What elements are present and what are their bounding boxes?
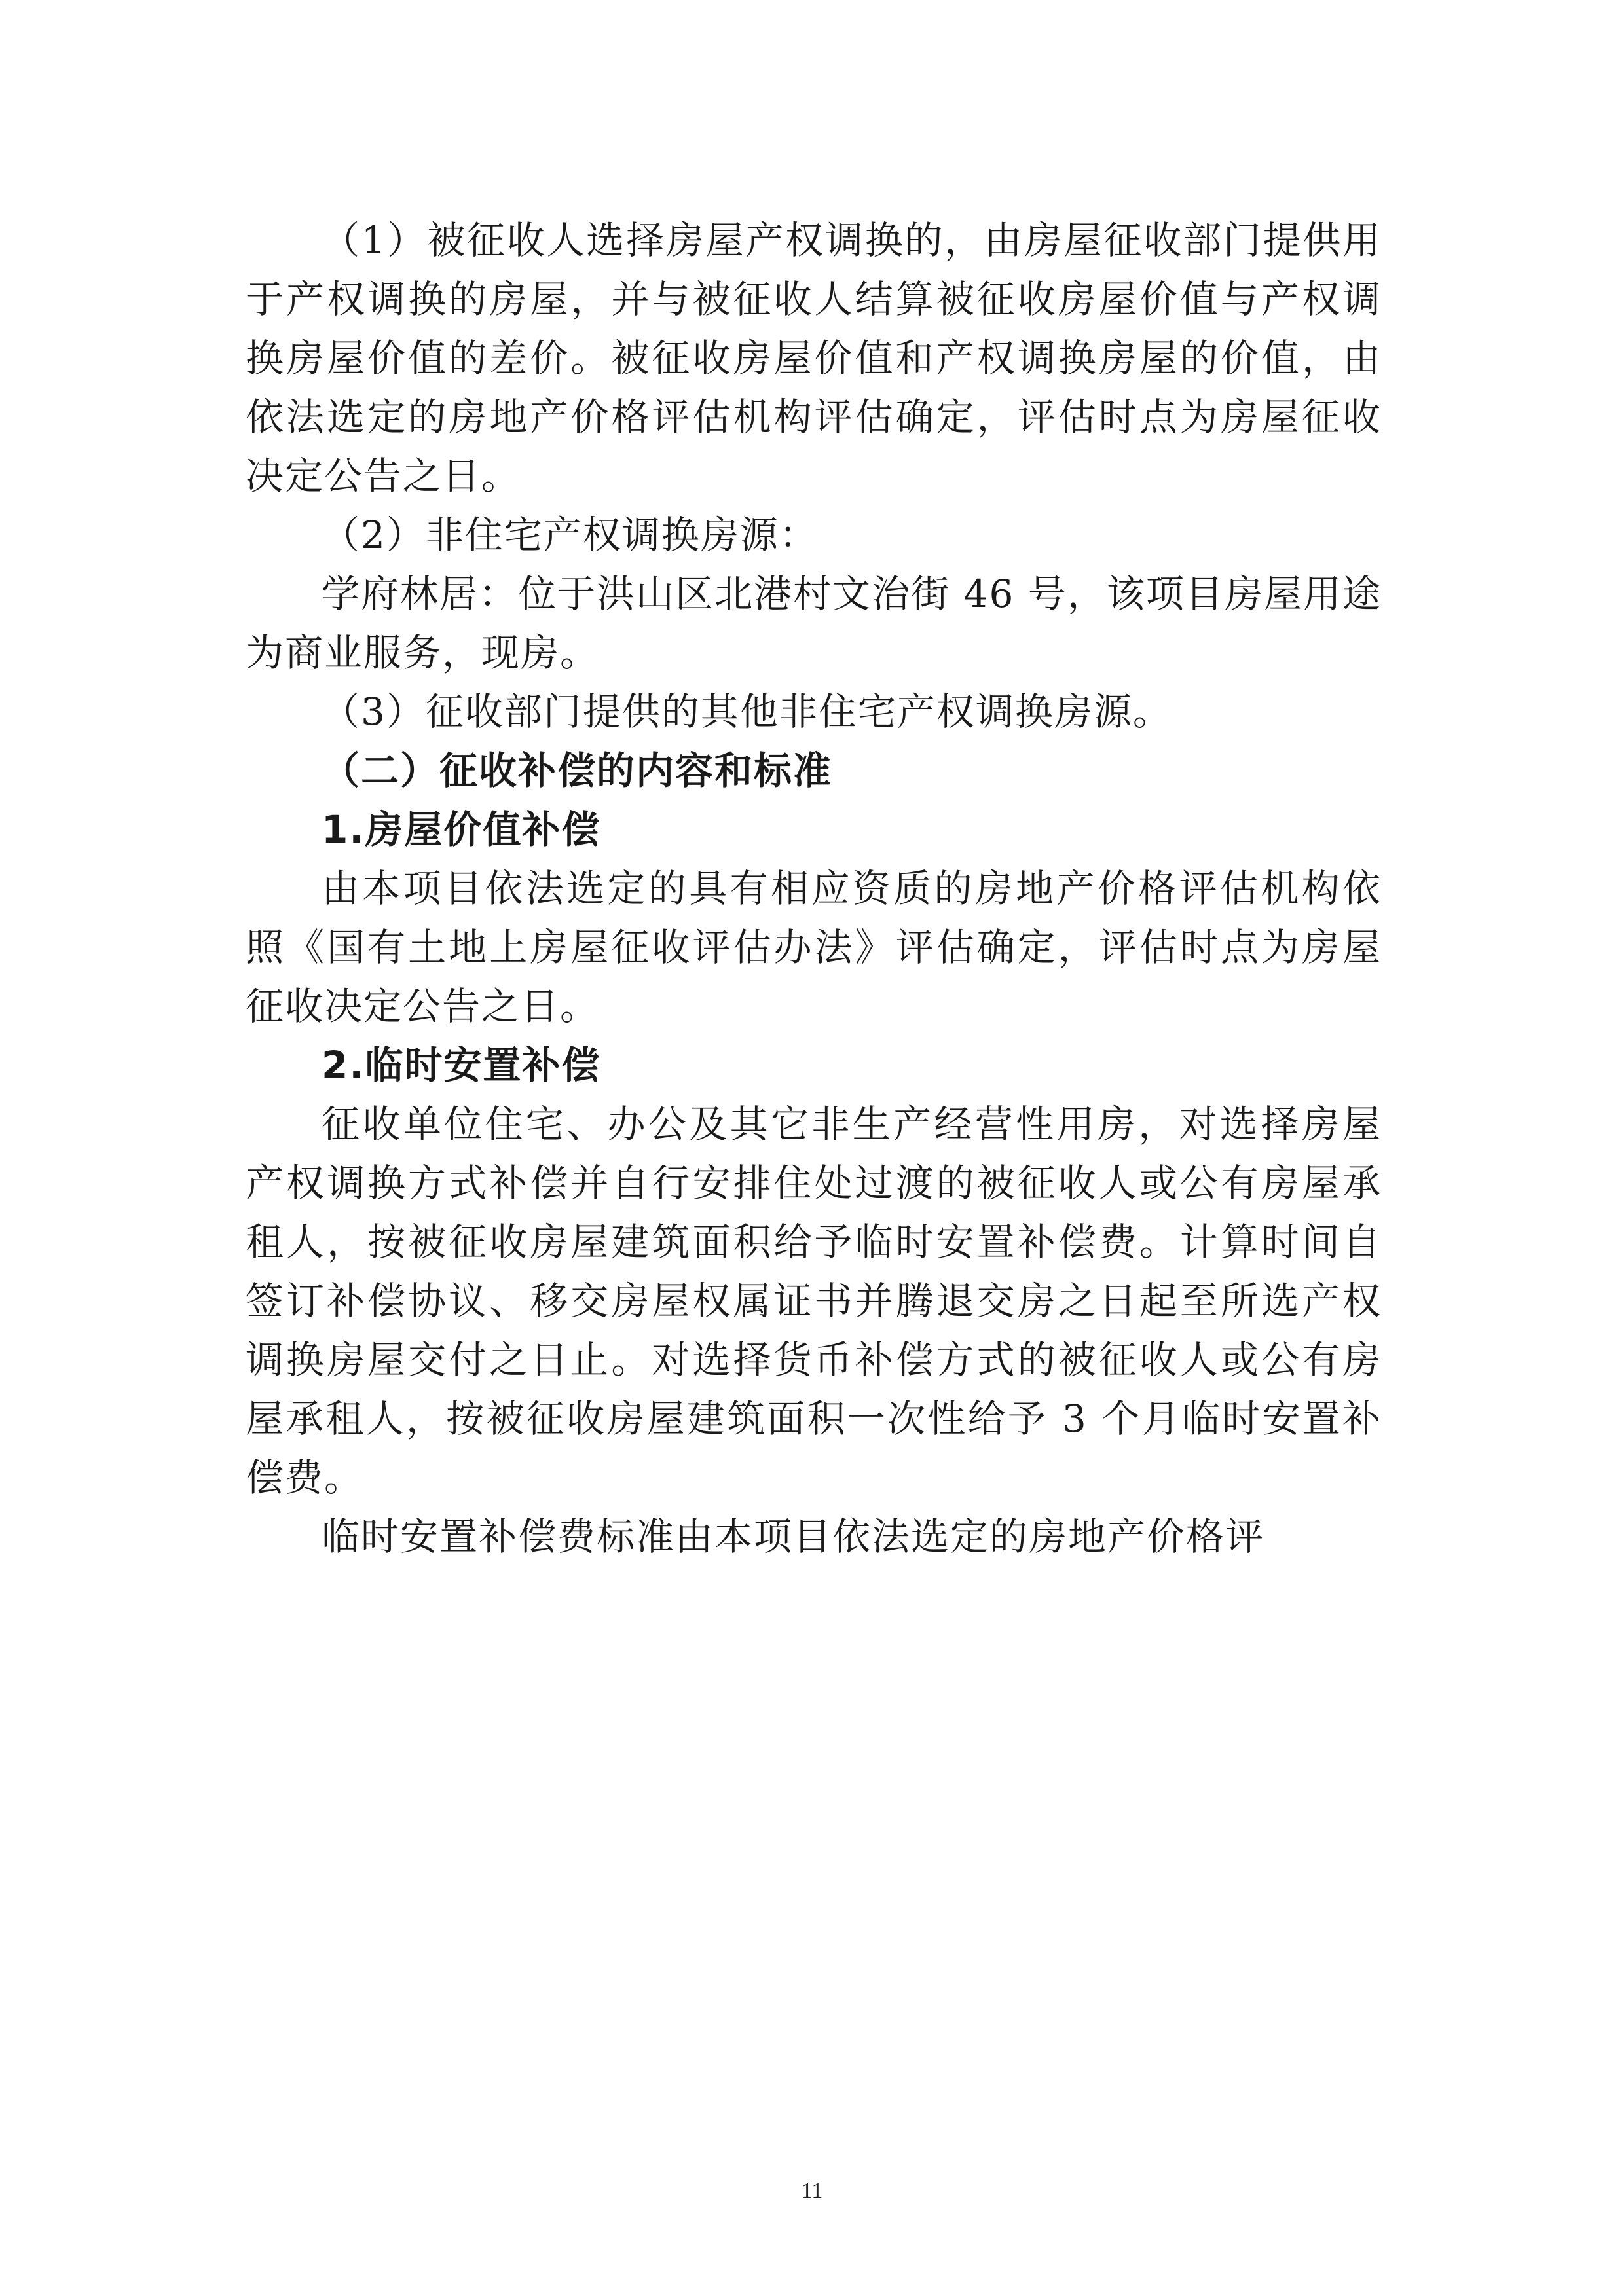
subheading-temporary-resettlement: 2.临时安置补偿	[322, 1043, 601, 1087]
paragraph-temporary-resettlement: 征收单位住宅、办公及其它非生产经营性用房，对选择房屋产权调换方式补偿并自行安排住处过渡的被征收人或公有房屋承租人，按被征收房屋建筑面积给予临时安置补偿费。计算时间自签订补偿协议、移交房屋权属证书并腾退交房之日起至所选产权调换房屋交付之日止。对选择货币补偿方式的被征收人或公有房屋承租人，按被征收房屋建筑面积一次性给予 3 个月临时安置补偿费。	[246, 1102, 1382, 1500]
paragraph-xuefu-linju: 学府林居：位于洪山区北港村文治街 46 号，该项目房屋用途为商业服务，现房。	[246, 572, 1382, 675]
paragraph-house-value: 由本项目依法选定的具有相应资质的房地产价格评估机构依照《国有土地上房屋征收评估办法》评估确定，评估时点为房屋征收决定公告之日。	[246, 866, 1382, 1029]
section-heading-compensation: （二）征收补偿的内容和标准	[322, 748, 833, 793]
paragraph-resettlement-standard: 临时安置补偿费标准由本项目依法选定的房地产价格评	[322, 1514, 1265, 1559]
page-number: 11	[801, 2179, 823, 2203]
paragraph-other-sources: （3）征收部门提供的其他非住宅产权调换房源。	[322, 689, 1172, 734]
paragraph-non-residential-source: （2）非住宅产权调换房源：	[322, 513, 819, 557]
paragraph-property-exchange: （1）被征收人选择房屋产权调换的，由房屋征收部门提供用于产权调换的房屋，并与被征收人结算被征收房屋价值与产权调换房屋价值的差价。被征收房屋价值和产权调换房屋的价值，由依法选定的房地产价格评估机构评估确定，评估时点为房屋征收决定公告之日。	[246, 218, 1382, 498]
subheading-house-value: 1.房屋价值补偿	[322, 807, 601, 852]
document-body	[246, 211, 1382, 1566]
